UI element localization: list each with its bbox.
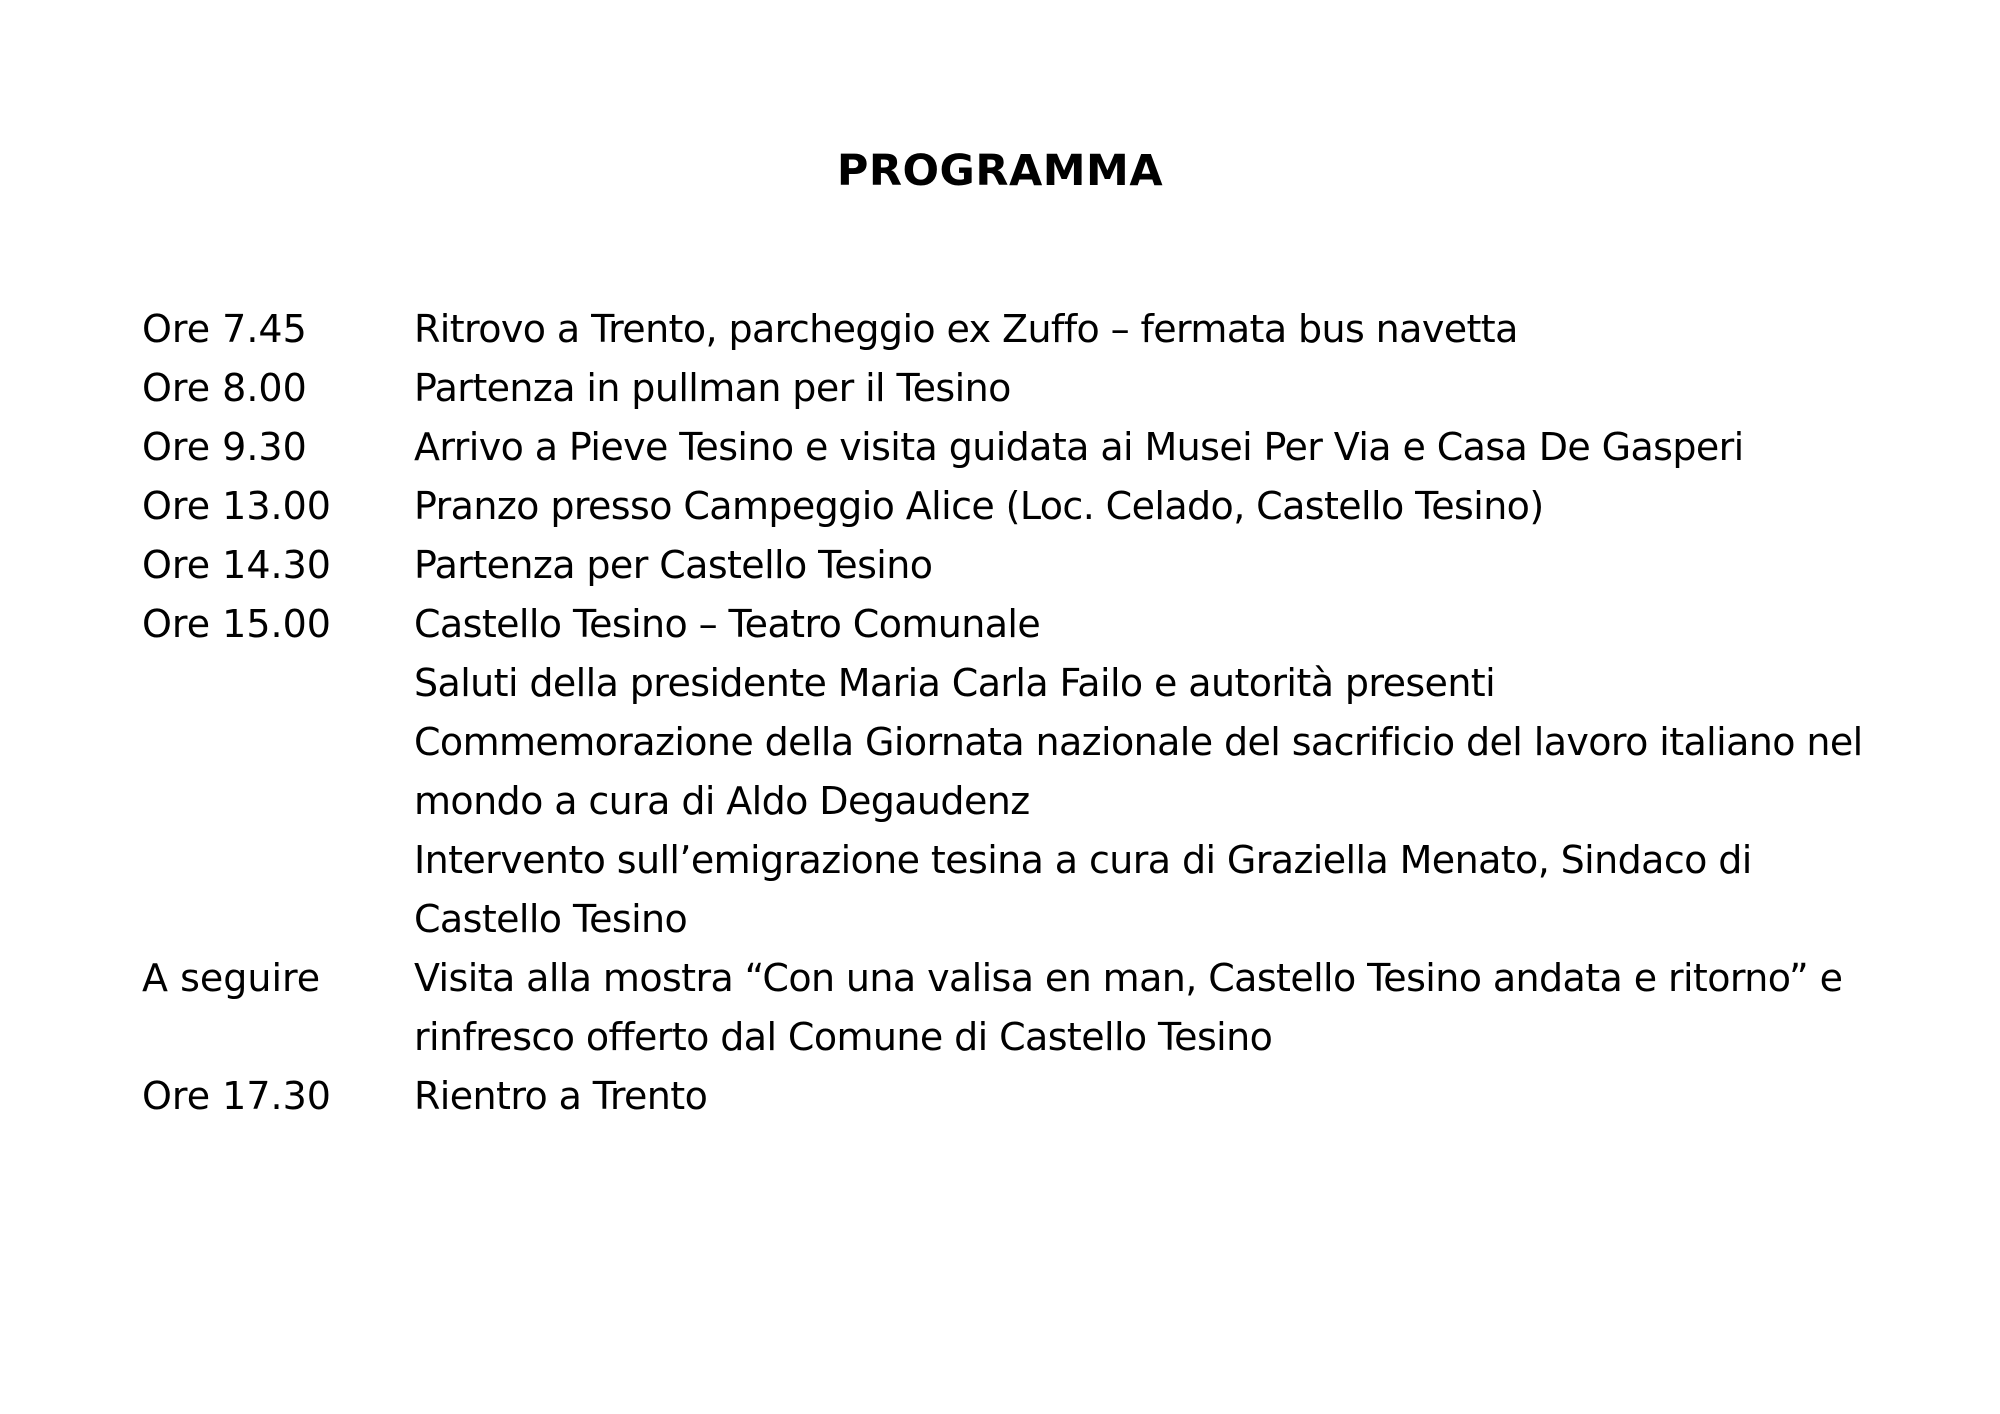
entry-description [414,359,1922,418]
entry-line: rinfresco offerto dal Comune di Castello Tesino [414,1015,1273,1059]
schedule-entry [142,1067,1922,1126]
entry-description [414,949,1922,1067]
entry-time: Ore 9.30 [142,425,307,469]
entry-description [414,300,1922,359]
entry-time: Ore 14.30 [142,543,331,587]
entry-time: Ore 8.00 [142,366,307,410]
entry-time: Ore 13.00 [142,484,331,528]
entry-description [414,1067,1922,1126]
entry-time: Ore 15.00 [142,602,331,646]
entry-time: Ore 17.30 [142,1074,331,1118]
entry-line: Partenza in pullman per il Tesino [414,366,1011,410]
schedule-entry [142,477,1922,536]
schedule-entry [142,595,1922,949]
page-title: PROGRAMMA [836,146,1164,196]
schedule-entry [142,300,1922,359]
schedule-entry [142,536,1922,595]
entry-description [414,418,1922,477]
entry-line: Commemorazione della Giornata nazionale del sacrificio del lavoro italiano nel [414,720,1863,764]
entry-line: Visita alla mostra “Con una valisa en man, Castello Tesino andata e ritorno” e [414,956,1843,1000]
entry-line: Partenza per Castello Tesino [414,543,933,587]
entry-time: Ore 7.45 [142,307,307,351]
entry-line: Rientro a Trento [414,1074,708,1118]
entry-description [414,536,1922,595]
schedule-entry [142,418,1922,477]
entry-line: Arrivo a Pieve Tesino e visita guidata ai Musei Per Via e Casa De Gasperi [414,425,1744,469]
entry-line: Castello Tesino – Teatro Comunale [414,602,1041,646]
entry-line: Pranzo presso Campeggio Alice (Loc. Celado, Castello Tesino) [414,484,1544,528]
entry-line: Intervento sull’emigrazione tesina a cura di Graziella Menato, Sindaco di [414,838,1752,882]
schedule-entry [142,949,1922,1067]
entry-line: mondo a cura di Aldo Degaudenz [414,779,1030,823]
entry-line: Castello Tesino [414,897,688,941]
entry-line: Saluti della presidente Maria Carla Failo e autorità presenti [414,661,1496,705]
entry-line: Ritrovo a Trento, parcheggio ex Zuffo – fermata bus navetta [414,307,1518,351]
schedule-entry [142,359,1922,418]
schedule [142,300,1922,1126]
entry-time: A seguire [142,956,321,1000]
entry-description [414,477,1922,536]
entry-description [414,595,1922,949]
